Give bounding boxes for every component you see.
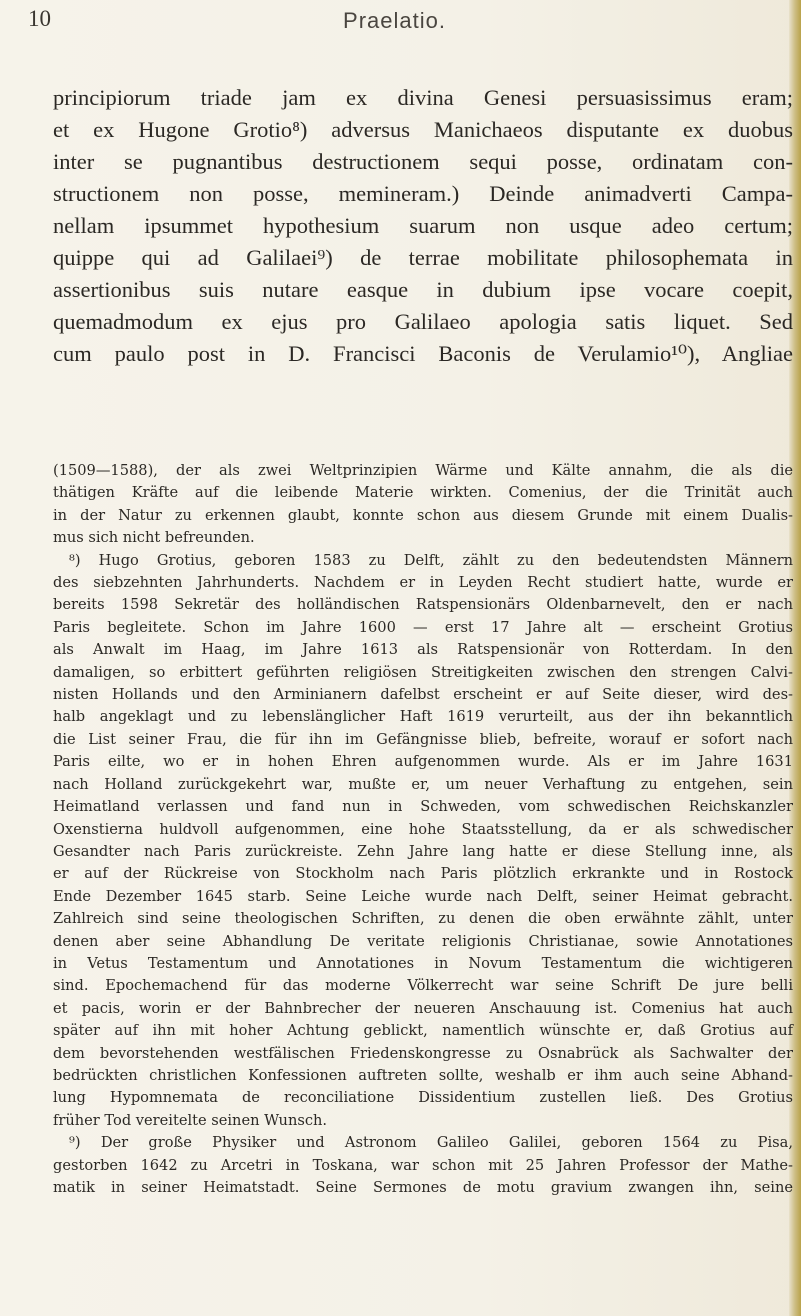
footnote-line: Gesandter nach Paris zurückreiste. Zehn Jahre lang hatte er diese Stellung inne, als <box>53 842 793 860</box>
text-line: structionem non posse, memineram.) Deinde animadverti Campa- <box>53 181 793 206</box>
main-latin-text <box>53 82 793 370</box>
footnote-line: matik in seiner Heimatstadt. Seine Sermones de motu gravium zwangen ihn, seine <box>53 1179 793 1196</box>
page-number: 10 <box>28 6 51 31</box>
running-head-title: Praelatio. <box>343 8 446 33</box>
footnote-line: in Vetus Testamentum und Annotationes in Novum Testamentum die wichtigeren <box>53 954 793 972</box>
footnote-line: damaligen, so erbittert geführten religiösen Streitigkeiten zwischen den strengen Calvi- <box>53 663 793 681</box>
text-line: principiorum triade jam ex divina Genesi persuasissimus eram; <box>53 85 793 110</box>
text-line: inter se pugnantibus destructionem sequi posse, ordinatam con- <box>53 149 793 174</box>
footnote-line: mus sich nicht befreunden. <box>53 529 255 547</box>
footnote-line: thätigen Kräfte auf die leibende Materie wirkten. Comenius, der die Trinität auch <box>53 484 793 502</box>
footnote-9-start: ⁹) Der große Physiker und Astronom Galileo Galilei, geboren 1564 zu Pisa, <box>69 1134 793 1152</box>
footnote-line: halb angeklagt und zu lebenslänglicher Haft 1619 verurteilt, aus der ihn bekanntlich <box>53 708 793 726</box>
footnote-line: (1509—1588), der als zwei Weltprinzipien Wärme und Kälte annahm, die als die <box>53 462 793 479</box>
footnote-line: später auf ihn mit hoher Achtung geblickt, namentlich wünschte er, daß Grotius auf <box>53 1022 793 1040</box>
footnote-line: des siebzehnten Jahrhunderts. Nachdem er in Leyden Recht studiert hatte, wurde er <box>53 574 793 592</box>
footnote-line: Paris begleitete. Schon im Jahre 1600 — erst 17 Jahre alt — erscheint Grotius <box>53 618 793 636</box>
text-line: quippe qui ad Galilaei⁹) de terrae mobilitate philosophemata in <box>53 245 793 270</box>
footnote-line: als Anwalt im Haag, im Jahre 1613 als Ratspensionär von Rotterdam. In den <box>53 641 793 659</box>
footnote-line: die List seiner Frau, die für ihn im Gefängnisse blieb, befreite, worauf er sofort nach <box>53 730 793 748</box>
footnote-line: nisten Hollands und den Arminianern dafelbst erscheint er auf Seite dieser, wird des- <box>53 686 793 704</box>
footnote-line: früher Tod vereitelte seinen Wunsch. <box>53 1111 328 1129</box>
text-line: cum paulo post in D. Francisci Baconis de Verulamio¹⁰), Angliae <box>53 341 793 366</box>
footnote-8-start: ⁸) Hugo Grotius, geboren 1583 zu Delft, zählt zu den bedeutendsten Männern <box>69 551 793 569</box>
footnote-line: dem bevorstehenden westfälischen Friedenskongresse zu Osnabrück als Sachwalter der <box>53 1044 793 1062</box>
text-line: nellam ipsummet hypothesium suarum non usque adeo certum; <box>53 213 793 238</box>
footnote-line: in der Natur zu erkennen glaubt, konnte schon aus diesem Grunde mit einem Dualis- <box>53 506 793 524</box>
footnote-line: sind. Epochemachend für das moderne Völkerrecht war seine Schrift De jure belli <box>53 977 793 995</box>
footnote-line: er auf der Rückreise von Stockholm nach Paris plötzlich erkrankte und in Rostock <box>53 865 793 883</box>
footnote-line: bereits 1598 Sekretär des holländischen Ratspensionärs Oldenbarnevelt, den er nach <box>53 596 793 614</box>
footnote-line: et pacis, worin er der Bahnbrecher der neueren Anschauung ist. Comenius hat auch <box>53 999 793 1017</box>
text-line: assertionibus suis nutare easque in dubium ipse vocare coepit, <box>53 277 793 302</box>
text-line: et ex Hugone Grotio⁸) adversus Manichaeos disputante ex duobus <box>53 117 793 142</box>
footnote-line: nach Holland zurückgekehrt war, mußte er, um neuer Verhaftung zu entgehen, sein <box>53 775 793 793</box>
footnote-line: Ende Dezember 1645 starb. Seine Leiche wurde nach Delft, seiner Heimat gebracht. <box>53 887 793 905</box>
footnote-line: denen aber seine Abhandlung De veritate religionis Christianae, sowie Annotationes <box>53 932 793 950</box>
footnote-line: lung Hypomnemata de reconciliatione Dissidentium zustellen ließ. Des Grotius <box>53 1089 793 1107</box>
footnotes <box>53 460 793 1199</box>
footnote-line: Paris eilte, wo er in hohen Ehren aufgenommen wurde. Als er im Jahre 1631 <box>53 753 793 771</box>
footnote-line: Heimatland verlassen und fand nun in Schweden, vom schwedischen Reichskanzler <box>53 798 793 816</box>
footnote-line: Zahlreich sind seine theologischen Schriften, zu denen die oben erwähnte zählt, unter <box>53 910 793 928</box>
footnote-line: gestorben 1642 zu Arcetri in Toskana, war schon mit 25 Jahren Professor der Mathe- <box>53 1156 793 1174</box>
running-head <box>28 6 761 38</box>
text-line: quemadmodum ex ejus pro Galilaeo apologia satis liquet. Sed <box>53 309 793 334</box>
footnote-line: Oxenstierna huldvoll aufgenommen, eine hohe Staatsstellung, da er als schwedischer <box>53 820 793 838</box>
footnote-line: bedrückten christlichen Konfessionen auftreten sollte, weshalb er ihm auch seine Abhand- <box>53 1066 793 1084</box>
